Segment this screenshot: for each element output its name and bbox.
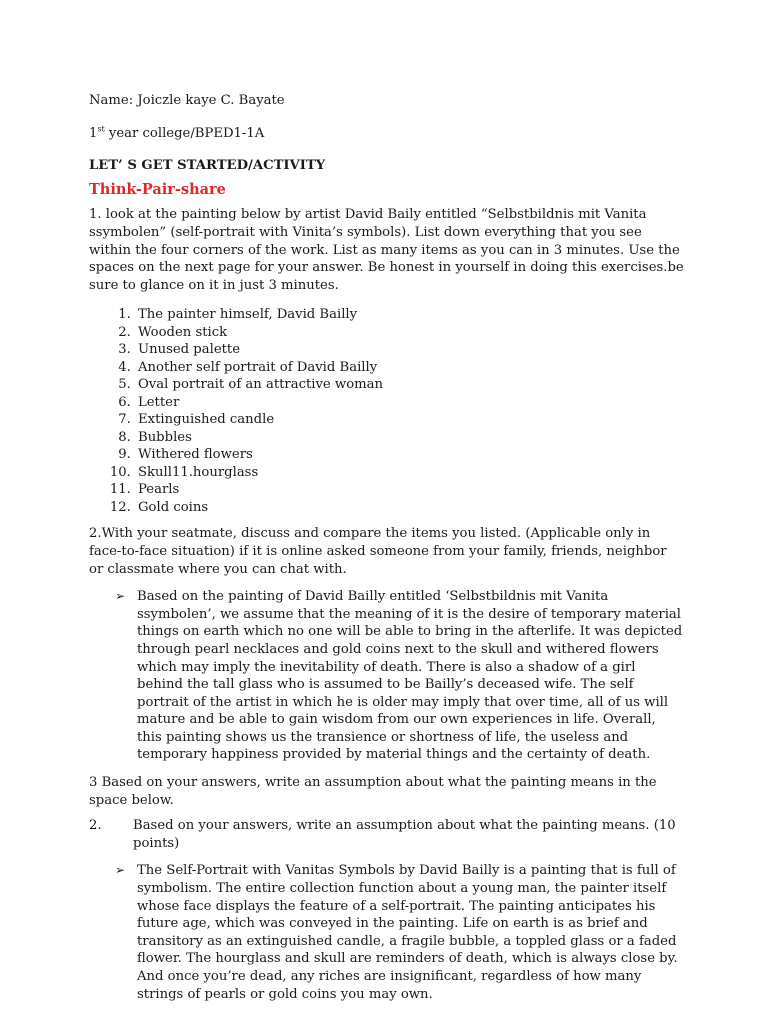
- list-item: 8. Bubbles: [135, 429, 684, 447]
- answer-2-text: Based on the painting of David Bailly entitled ‘Selbstbildnis mit Vanita ssymbolen’, we assume that the meaning of it is the desire of temporary material things on earth which no one will be able to bring in the afterlife. It was depicted through pearl necklaces and gold coins next to the skull and withered flowers which may imply the inevitability of death. There is also a shadow of a girl behind the tall glass who is assumed to be Bailly’s deceased wife. The self portrait of the artist in which he is older may imply that over time, all of us will mature and be able to gain wisdom from our own experiences in life. Overall, this painting shows us the transience or shortness of life, the useless and temporary happiness provided by material things and the certainty of death.: [137, 589, 683, 763]
- answer-2-block: [115, 588, 684, 764]
- numbered-question-text: Based on your answers, write an assumption about what the painting means. (10 points): [133, 818, 676, 851]
- activity-subheading: Think-Pair-share: [89, 180, 226, 198]
- year-ordinal: st: [97, 124, 105, 134]
- student-name: Name: Joiczle kaye C. Bayate: [89, 93, 285, 108]
- arrowhead-bullet-icon: ➢: [115, 863, 126, 878]
- list-item: 11. Pearls: [135, 481, 684, 499]
- question-1: 1. look at the painting below by artist David Baily entitled “Selbstbildnis mit Vanita ssymbolen” (self-portrait with Vinita’s symbols). List down everything that you see within the four corners of the work. List as many items as you can in 3 minutes. Use the spaces on the next page for your answer. Be honest in yourself in doing this exercises.be sure to glance on it in just 3 minutes.: [89, 207, 684, 293]
- list-item: 7. Extinguished candle: [135, 411, 684, 429]
- question-3: 3 Based on your answers, write an assumption about what the painting means in the space below.: [89, 775, 657, 808]
- arrowhead-bullet-icon: ➢: [115, 589, 126, 604]
- list-item: 10. Skull11.hourglass: [135, 464, 684, 482]
- numbered-question: [89, 817, 684, 852]
- answer-3-block: [115, 862, 684, 1003]
- year-number: 1: [89, 125, 98, 141]
- numbered-question-number: 2.: [89, 818, 102, 834]
- list-item: 2. Wooden stick: [135, 324, 684, 342]
- activity-heading: LET’ S GET STARTED/ACTIVITY: [89, 158, 326, 174]
- list-item: 5. Oval portrait of an attractive woman: [135, 376, 684, 394]
- items-list: [89, 306, 684, 516]
- list-item: 12. Gold coins: [135, 499, 684, 517]
- list-item: 6. Letter: [135, 394, 684, 412]
- list-item: 4. Another self portrait of David Bailly: [135, 359, 684, 377]
- year-section-text: year college/BPED1-1A: [104, 125, 265, 141]
- document-content: [89, 92, 684, 1013]
- list-item: 3. Unused palette: [135, 341, 684, 359]
- list-item: 1. The painter himself, David Bailly: [135, 306, 684, 324]
- question-2: 2.With your seatmate, discuss and compare the items you listed. (Applicable only in face-to-face situation) if it is online asked someone from your family, friends, neighbor or classmate where you can chat with.: [89, 526, 667, 577]
- year-section: [89, 125, 684, 143]
- answer-3-text: The Self-Portrait with Vanitas Symbols by David Bailly is a painting that is full of symbolism. The entire collection function about a young man, the painter itself whose face displays the feature of a self-portrait. The painting anticipates his future age, which was conveyed in the painting. Life on earth is as brief and transitory as an extinguished candle, a fragile bubble, a toppled glass or a faded flower. The hourglass and skull are reminders of death, which is always close by. And once you’re dead, any riches are insignificant, regardless of how many strings of pearls or gold coins you may own.: [137, 863, 678, 1002]
- list-item: 9. Withered flowers: [135, 446, 684, 464]
